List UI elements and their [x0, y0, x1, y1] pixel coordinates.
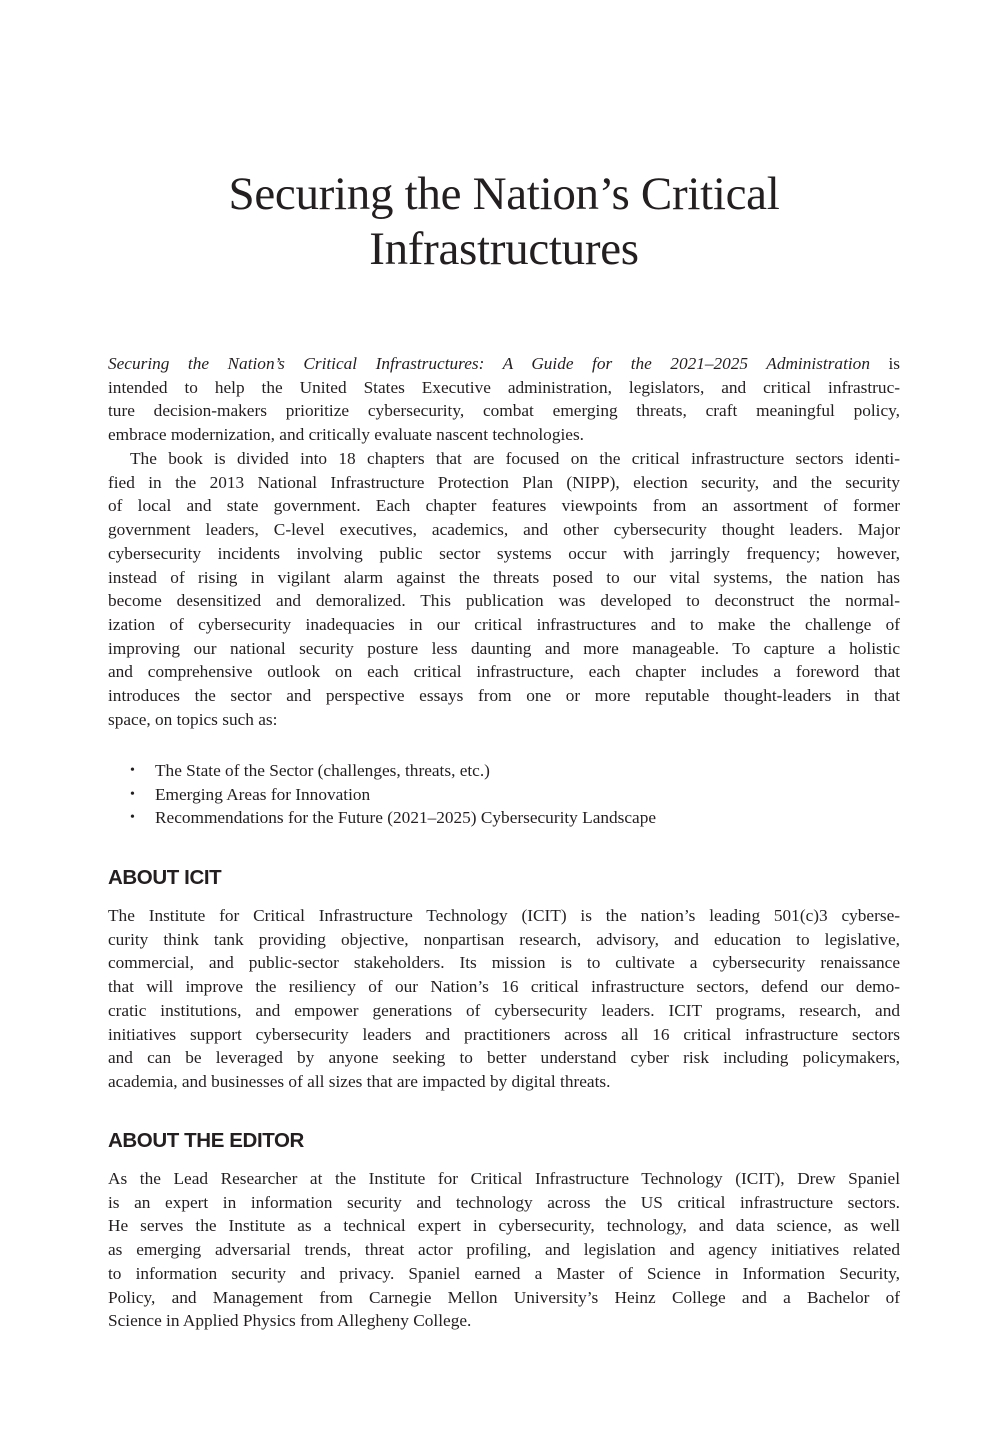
description-line: and comprehensive outlook on each critical infrastructure, each chapter includes a foreword that [108, 662, 900, 682]
description-line: improving our national security posture less daunting and more manageable. To capture a holistic [108, 638, 900, 658]
description-line: ization of cybersecurity inadequacies in our critical infrastructures and to make the challenge of [108, 614, 900, 634]
topics-list [108, 759, 900, 830]
icit-line: The Institute for Critical Infrastructure Technology (ICIT) is the nation’s leading 501(c)3 cyberse- [108, 906, 900, 925]
bullet-icon: • [130, 810, 135, 826]
about-editor-heading: ABOUT THE EDITOR [108, 1129, 304, 1152]
book-description-paragraph [108, 447, 900, 731]
editor-line: He serves the Institute as a technical expert in cybersecurity, technology, and data science, as well [108, 1216, 900, 1236]
icit-line: commercial, and public-sector stakeholders. Its mission is to cultivate a cybersecurity renaissance [108, 953, 900, 973]
description-line: cybersecurity incidents involving public sector systems occur with jarringly frequency; however, [108, 543, 900, 563]
description-line: fied in the 2013 National Infrastructure Protection Plan (NIPP), election security, and the security [108, 472, 900, 492]
bullet-icon: • [130, 763, 135, 778]
icit-line: initiatives support cybersecurity leaders and practitioners across all 16 critical infrastructure sectors [108, 1024, 900, 1044]
editor-line: to information security and privacy. Spaniel earned a Master of Science in Information Security, [108, 1263, 900, 1283]
page-title-line-2: Infrastructures [369, 223, 639, 275]
about-icit-heading: ABOUT ICIT [108, 866, 222, 889]
intro-line: embrace modernization, and critically evaluate nascent technologies. [108, 425, 584, 445]
list-item: • Recommendations for the Future (2021–2025) Cybersecurity Landscape [108, 806, 900, 830]
list-item: • The State of the Sector (challenges, threats, etc.) [108, 759, 900, 783]
icit-line: cratic institutions, and empower generations of cybersecurity leaders. ICIT programs, research, and [108, 1000, 900, 1020]
editor-line: As the Lead Researcher at the Institute for Critical Infrastructure Technology (ICIT), Drew Spaniel [108, 1169, 900, 1188]
description-line: space, on topics such as: [108, 709, 278, 729]
page-title-line-1: Securing the Nation’s Critical [228, 168, 780, 220]
icit-line: academia, and businesses of all sizes that are impacted by digital threats. [108, 1071, 611, 1091]
about-icit-paragraph [108, 904, 900, 1094]
editor-line: is an expert in information security and technology across the US critical infrastructure sectors. [108, 1192, 900, 1212]
about-editor-paragraph [108, 1167, 900, 1333]
intro-line: intended to help the United States Executive administration, legislators, and critical infrastruc- [108, 377, 900, 397]
icit-line: curity think tank providing objective, nonpartisan research, advisory, and education to legislative, [108, 929, 900, 949]
page-title [0, 167, 1008, 277]
intro-line-1: Securing the Nation’s Critical Infrastructures: A Guide for the 2021–2025 Administration is [108, 354, 900, 373]
description-line: introduces the sector and perspective essays from one or more reputable thought-leaders in that [108, 686, 900, 706]
bullet-icon: • [130, 786, 135, 802]
description-line: become desensitized and demoralized. This publication was developed to deconstruct the normal- [108, 591, 900, 611]
icit-line: and can be leveraged by anyone seeking to better understand cyber risk including policymakers, [108, 1048, 900, 1068]
editor-line: Policy, and Management from Carnegie Mellon University’s Heinz College and a Bachelor of [108, 1287, 900, 1307]
intro-paragraph [108, 352, 900, 447]
editor-line: as emerging adversarial trends, threat actor profiling, and legislation and agency initiatives related [108, 1240, 900, 1260]
description-line: The book is divided into 18 chapters that are focused on the critical infrastructure sectors identi- [130, 449, 900, 468]
description-line: instead of rising in vigilant alarm against the threats posed to our vital systems, the nation has [108, 567, 900, 587]
list-item: • Emerging Areas for Innovation [108, 783, 900, 807]
intro-line: ture decision-makers prioritize cybersecurity, combat emerging threats, craft meaningful policy, [108, 401, 900, 421]
book-title-italic: Securing the Nation’s Critical Infrastructures: A Guide for the 2021–2025 Administration [108, 354, 870, 373]
description-line: of local and state government. Each chapter features viewpoints from an assortment of former [108, 496, 900, 516]
icit-line: that will improve the resiliency of our Nation’s 16 critical infrastructure sectors, defend our demo- [108, 977, 900, 997]
editor-line: Science in Applied Physics from Allegheny College. [108, 1311, 472, 1331]
description-line: government leaders, C-level executives, academics, and other cybersecurity thought leaders. Major [108, 520, 900, 540]
